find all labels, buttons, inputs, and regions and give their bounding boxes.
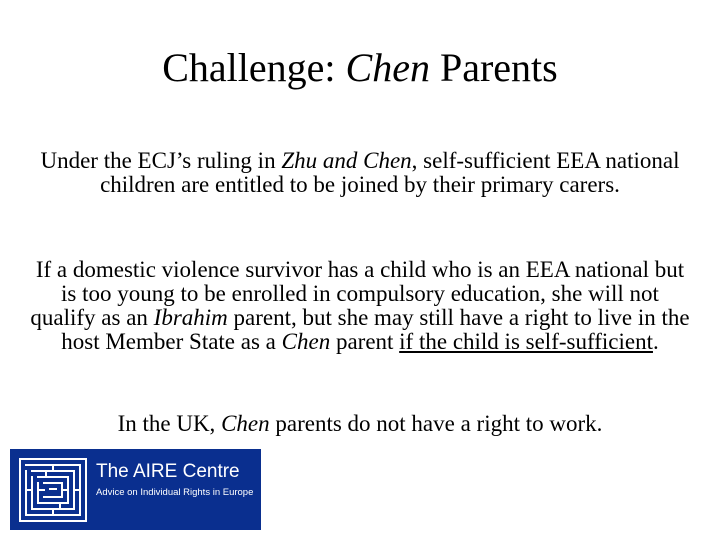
aire-centre-logo: [10, 449, 261, 530]
p1-case-name: Zhu and Chen: [281, 148, 412, 173]
title-suffix: Parents: [429, 45, 558, 90]
p2-text-1: If a domestic violence survivor has a child who is an EEA national but is too young to be enrolled in compulsory education, she will not qualify as an: [30, 257, 685, 330]
slide-title: [0, 44, 720, 92]
p3-text-2: parents do not have a right to work.: [269, 411, 603, 436]
logo-name: The AIRE Centre: [96, 461, 240, 482]
p2-text-2: parent, but she may still have a right to live in the host Member State as a: [61, 305, 690, 354]
p2-underlined-condition: if the child is self-sufficient: [399, 329, 653, 354]
logo-tagline: Advice on Individual Rights in Europe: [96, 487, 254, 498]
p2-ibrahim: Ibrahim: [153, 305, 228, 330]
p3-text-1: In the UK,: [117, 411, 222, 436]
maze-icon: [18, 457, 88, 523]
p3-chen: Chen: [221, 411, 270, 436]
p1-text-2: , self-sufficient EEA national children are entitled to be joined by their primary carers.: [100, 148, 680, 197]
paragraph-domestic-violence: [30, 258, 690, 354]
paragraph-uk-work: [30, 412, 690, 436]
p1-text-1: Under the ECJ’s ruling in: [40, 148, 282, 173]
paragraph-ecj-ruling: [30, 149, 690, 197]
p2-chen: Chen: [281, 329, 331, 354]
title-prefix: Challenge:: [162, 45, 346, 90]
p2-text-3: parent: [330, 329, 400, 354]
title-italic: Chen: [345, 45, 430, 90]
p2-period: .: [652, 329, 659, 354]
